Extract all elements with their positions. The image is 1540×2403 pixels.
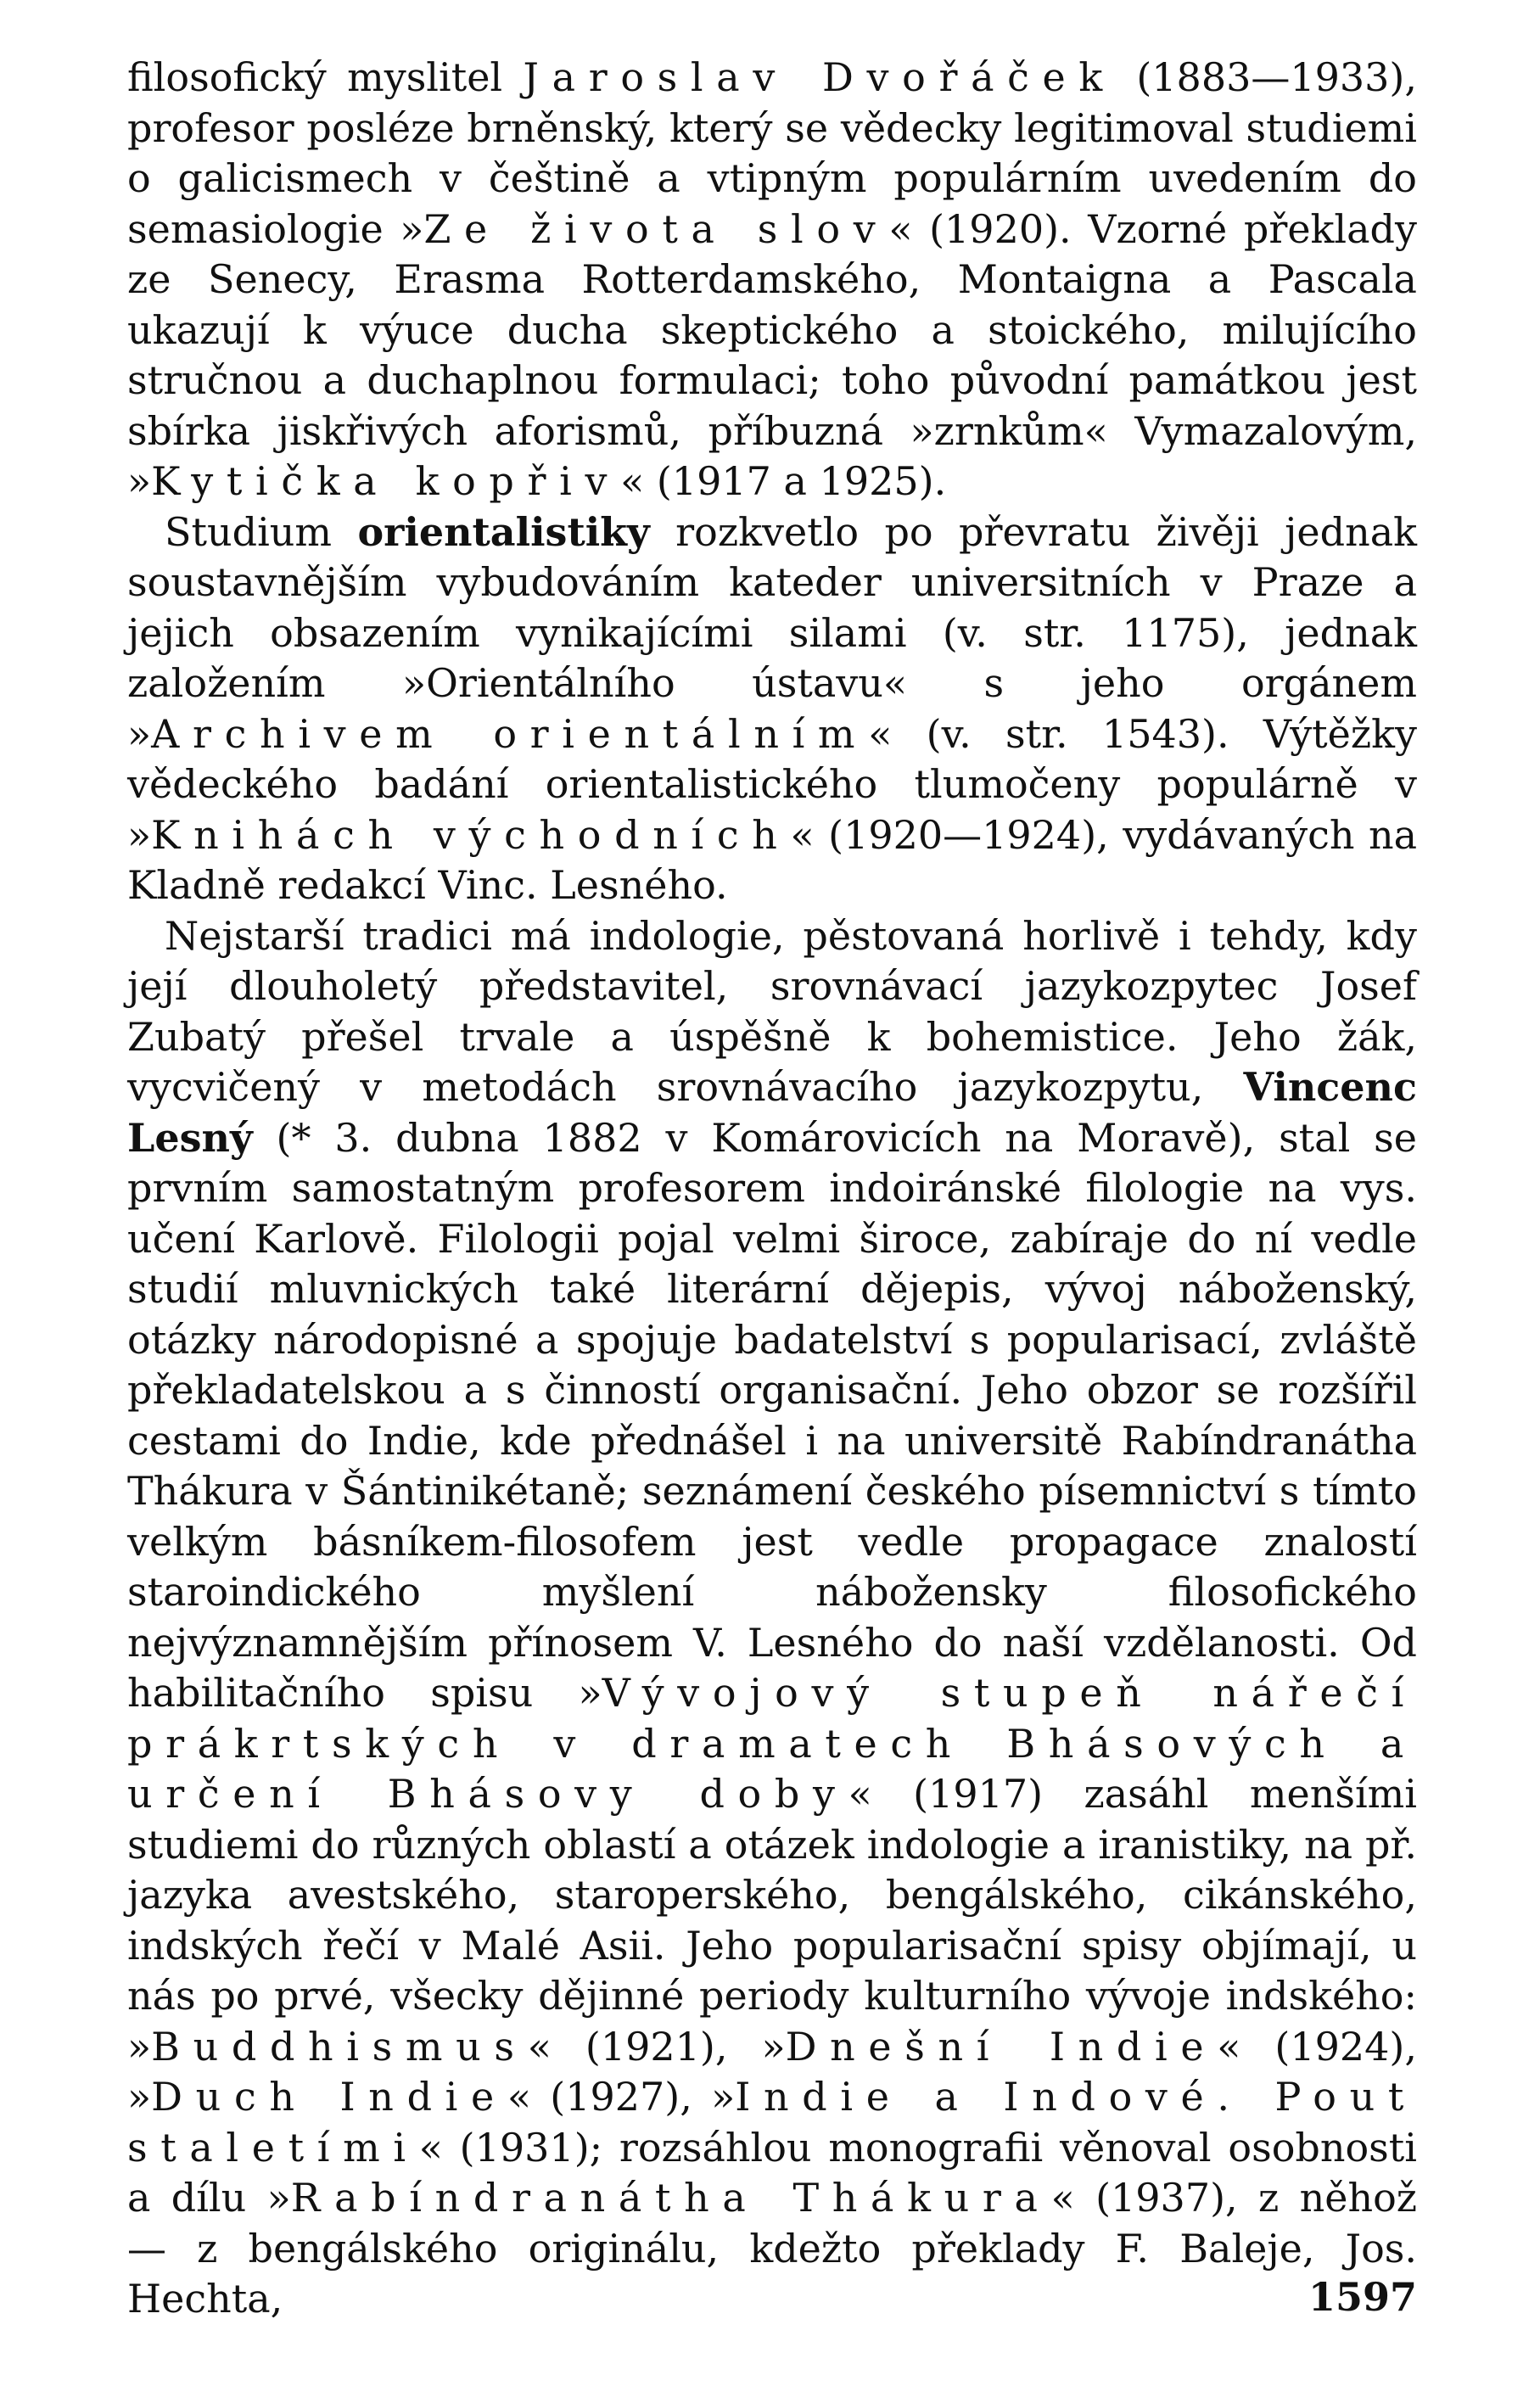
spaced-title: Dnešní Indie — [785, 2023, 1218, 2070]
paragraph-indologie — [127, 911, 1417, 2325]
paragraph-dvoracek — [127, 53, 1417, 507]
page-number: 1597 — [1308, 2274, 1417, 2320]
text-run: « (1937), z něhož — z bengálského originálu, kdežto překlady F. Baleje, Jos. Hechta, — [127, 2175, 1418, 2322]
text-run: Nejstarší tradici má indologie, pěstovaná horlivě i tehdy, kdy její dlouholetý představitel, srovnávací jazykozpytec Josef Zubatý přešel trvale a úspěšně k bohemistice. Jeho žák, vycvičený v metodách srovnávacího jazykozpytu, — [127, 912, 1417, 1110]
text-run: « (1921), » — [527, 2023, 786, 2070]
text-run: « (1927), » — [507, 2074, 736, 2120]
text-run: Studium — [165, 508, 358, 555]
text-run: filosofický myslitel — [127, 54, 524, 100]
text-run: « (1924), » — [127, 2023, 1417, 2120]
page-body — [127, 53, 1417, 2325]
spaced-title: Archivem orientálním — [151, 710, 869, 757]
text-run: (1883—1933), profesor posléze brněnský, který se vědecky legitimoval studiemi o galicismech v češtině a vtipným populárním uvedením do semasiologie » — [127, 54, 1417, 252]
spaced-title: Kytička kopřiv — [151, 458, 621, 504]
spaced-title: Vývojový stupeň nářečí prákrtských v dramatech Bhásových a určení Bhásovy doby — [127, 1670, 1417, 1817]
spaced-title: Buddhismus — [151, 2023, 528, 2070]
text-run: « (1920). Vzorné překlady ze Senecy, Erasma Rotterdamského, Montaigna a Pascala ukazují k výuce ducha skeptického a stoického, milujícího stručnou a duchaplnou formulaci; toho původní památkou jest sbírka jiskřivých aforismů, příbuzná »zrnkům« Vymazalovým, » — [127, 205, 1417, 504]
text-run: (* 3. dubna 1882 v Komárovicích na Moravě), stal se prvním samostatným profesorem indoiránské filologie na vys. učení Karlově. Filologii pojal velmi široce, zabíraje do ní vedle studií mluvnických také literární dějepis, vývoj náboženský, otázky národopisné a spojuje badatelství s popularisací, zvláště překladatelskou a s činností organisační. Jeho obzor se rozšířil cestami do Indie, kde přednášel i na universitě Rabíndranátha Thákura v Šántinikétaně; seznámení českého písemnictví s tímto velkým básníkem-filosofem jest vedle propagace znalostí staroindického myšlení nábožensky filosofického nejvýznamnějším přínosem V. Lesného do naší vzdělanosti. Od habilitačního spisu » — [127, 1114, 1417, 1716]
text-run: « (1920—1924), vydávaných na Kladně redakcí Vinc. Lesného. — [127, 811, 1418, 908]
text-run: « (1917 a 1925). — [620, 458, 947, 504]
bold-term: orientalistiky — [357, 508, 650, 555]
text-run: « (v. str. 1543). Výtěžky vědeckého badání orientalistického tlumočeny populárně v » — [127, 710, 1417, 858]
spaced-title: Indie a Indové. Pout staletími — [127, 2074, 1417, 2171]
bold-name: Vincenc Lesný — [127, 1064, 1417, 1161]
spaced-title: Knihách východních — [151, 811, 791, 858]
spaced-title: Duch Indie — [151, 2074, 507, 2120]
spaced-name: Jaroslav Dvořáček — [523, 54, 1116, 100]
text-run: rozkvetlo po převratu živěji jednak soustavnějším vybudováním kateder universitních v Praze a jejich obsazením vynikajícími silami (v. str. 1175), jednak založením »Orientálního ústavu« s jeho orgánem » — [127, 508, 1417, 757]
spaced-title: Rabíndranátha Thákura — [290, 2175, 1051, 2221]
paragraph-orientalistika — [127, 507, 1417, 911]
text-run: « (1917) zasáhl menšími studiemi do různých oblastí a otázek indologie a iranistiky, na př. jazyka avestského, staroperského, bengálského, cikánského, indských řečí v Malé Asii. Jeho popularisační spisy objímají, u nás po prvé, všecky dějinné periody kulturního vývoje indského: » — [127, 1771, 1417, 2070]
spaced-title: Ze života slov — [423, 205, 889, 252]
text-run: « (1931); rozsáhlou monografii věnoval osobnosti a dílu » — [127, 2124, 1417, 2221]
